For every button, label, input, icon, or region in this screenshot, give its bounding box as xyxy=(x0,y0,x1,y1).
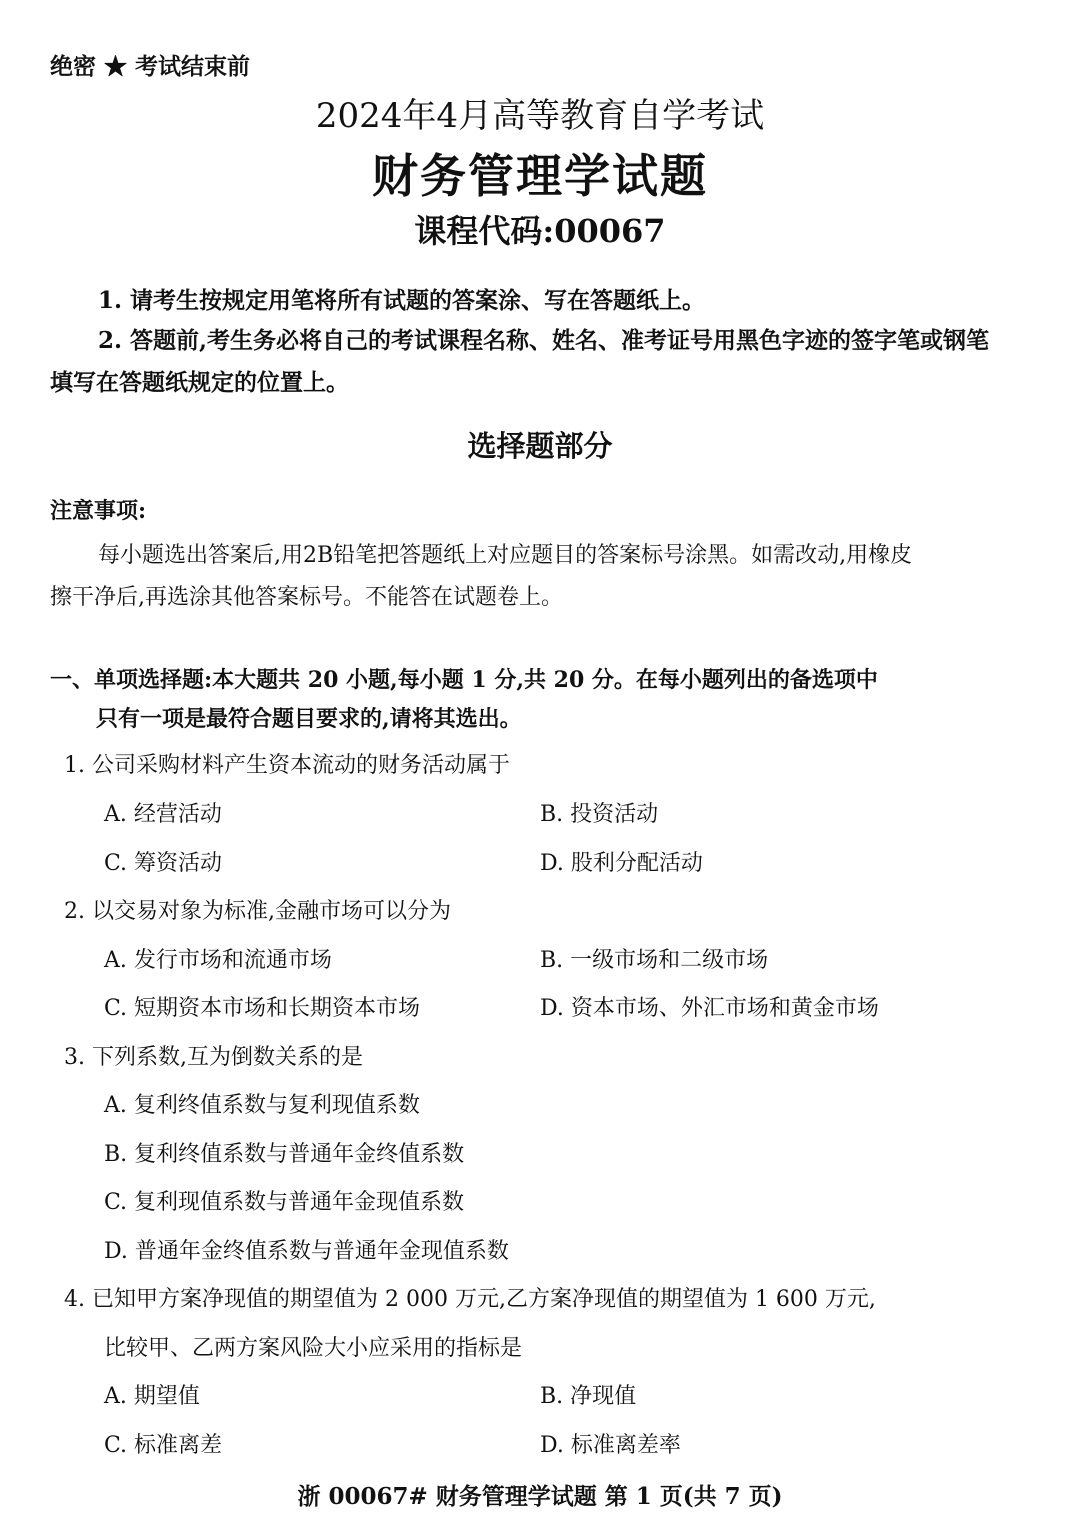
course-code: 课程代码:00067 xyxy=(414,212,666,250)
q4-option-d: D. 标准离差率 xyxy=(540,1433,681,1458)
question-3: 3. 下列系数,互为倒数关系的是 xyxy=(64,1045,363,1070)
q1-option-c: C. 筹资活动 xyxy=(104,851,223,876)
q1-option-d: D. 股利分配活动 xyxy=(540,851,703,876)
question-2: 2. 以交易对象为标准,金融市场可以分为 xyxy=(64,899,451,924)
q2-option-c: C. 短期资本市场和长期资本市场 xyxy=(104,996,421,1021)
q2-option-a: A. 发行市场和流通市场 xyxy=(104,948,332,973)
question-4: 4. 已知甲方案净现值的期望值为 2 000 万元,乙方案净现值的期望值为 1 600 万元, xyxy=(64,1287,876,1312)
instruction-2: 2. 答题前,考生务必将自己的考试课程名称、姓名、准考证号用黑色字迹的签字笔或钢笔 xyxy=(98,327,990,354)
q4-option-a: A. 期望值 xyxy=(104,1384,200,1409)
part1-heading-cont: 只有一项是最符合题目要求的,请将其选出。 xyxy=(96,706,522,732)
q4-option-c: C. 标准离差 xyxy=(104,1433,223,1458)
q3-option-a: A. 复利终值系数与复利现值系数 xyxy=(104,1093,420,1118)
exam-title: 2024年4月高等教育自学考试 xyxy=(315,96,765,136)
part1-heading: 一、单项选择题:本大题共 20 小题,每小题 1 分,共 20 分。在每小题列出的备选项中 xyxy=(50,667,878,693)
q2-option-b: B. 一级市场和二级市场 xyxy=(540,948,769,973)
subject-title: 财务管理学试题 xyxy=(372,149,708,203)
instruction-2-cont: 填写在答题纸规定的位置上。 xyxy=(50,369,349,396)
q2-option-d: D. 资本市场、外汇市场和黄金市场 xyxy=(540,996,879,1021)
q3-option-b: B. 复利终值系数与普通年金终值系数 xyxy=(104,1142,465,1167)
notice-label: 注意事项: xyxy=(50,498,147,524)
instruction-1: 1. 请考生按规定用笔将所有试题的答案涂、写在答题纸上。 xyxy=(98,287,706,314)
q1-option-b: B. 投资活动 xyxy=(540,802,659,827)
section-title: 选择题部分 xyxy=(467,429,613,463)
q4-option-b: B. 净现值 xyxy=(540,1384,637,1409)
notice-line-2: 擦干净后,再选涂其他答案标号。不能答在试题卷上。 xyxy=(50,585,563,610)
question-1: 1. 公司采购材料产生资本流动的财务活动属于 xyxy=(64,753,510,778)
q3-option-c: C. 复利现值系数与普通年金现值系数 xyxy=(104,1190,465,1215)
confidential-mark: 绝密 ★ 考试结束前 xyxy=(50,53,251,80)
page-footer: 浙 00067# 财务管理学试题 第 1 页(共 7 页) xyxy=(297,1483,783,1510)
q1-option-a: A. 经营活动 xyxy=(104,802,222,827)
question-4-cont: 比较甲、乙两方案风险大小应采用的指标是 xyxy=(104,1336,523,1361)
q3-option-d: D. 普通年金终值系数与普通年金现值系数 xyxy=(104,1239,509,1264)
notice-line-1: 每小题选出答案后,用2B铅笔把答题纸上对应题目的答案标号涂黑。如需改动,用橡皮 xyxy=(98,543,913,568)
